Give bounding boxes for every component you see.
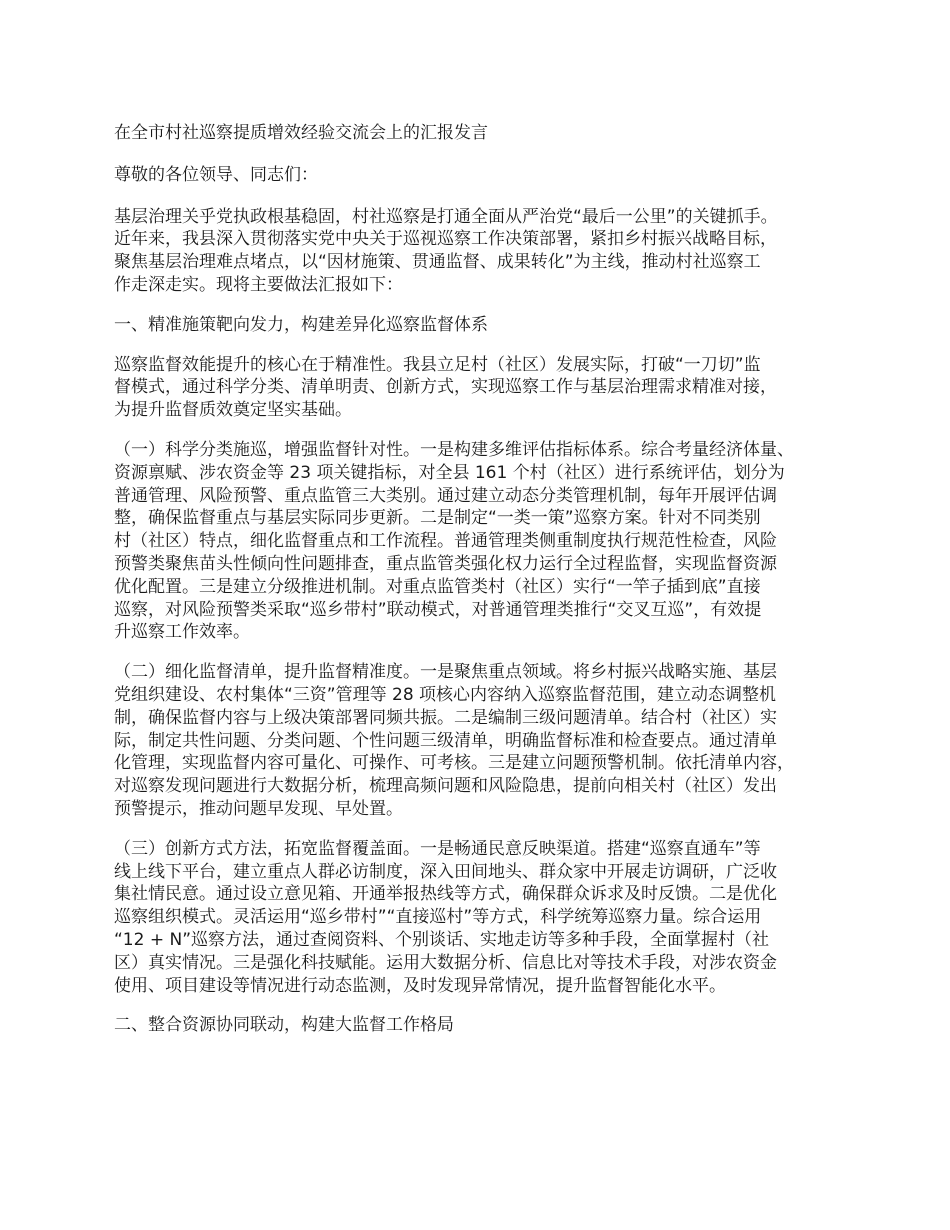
- paragraph: [114, 206, 860, 297]
- text-line: 化管理，实现监督内容可量化、可操作、可考核。三是建立问题预警机制。依托清单内容，: [114, 753, 794, 774]
- text-line: （一）科学分类施巡，增强监督针对性。一是构建多维评估指标体系。综合考量经济体量、: [114, 439, 794, 460]
- document-page: [114, 122, 860, 1054]
- text-line: 使用、项目建设等情况进行动态监测，及时发现异常情况，提升监督智能化水平。: [114, 975, 726, 996]
- text-line: 资源禀赋、涉农资金等 23 项关键指标，对全县 161 个村（社区）进行系统评估，划分为: [114, 462, 785, 483]
- text-line: 巡察监督效能提升的核心在于精准性。我县立足村（社区）发展实际，打破“一刀切”监: [114, 354, 761, 375]
- document-body: [114, 206, 860, 1038]
- text-line: 作走深走实。现将主要做法汇报如下：: [114, 274, 403, 295]
- text-line: 巡察组织模式。灵活运用“巡乡带村”“直接巡村”等方式，科学统筹巡察力量。综合运用: [114, 907, 762, 928]
- text-line: 基层治理关乎党执政根基稳固，村社巡察是打通全面从严治党“最后一公里”的关键抓手。: [114, 206, 778, 227]
- text-line: 党组织建设、农村集体“三资”管理等 28 项核心内容纳入巡察监督范围，建立动态调整机: [114, 684, 777, 705]
- text-line: 村（社区）特点，细化监督重点和工作流程。普通管理类侧重制度执行规范性检查，风险: [114, 531, 777, 552]
- text-line: 整，确保监督重点与基层实际同步更新。二是制定“一类一策”巡察方案。针对不同类别: [114, 508, 761, 529]
- text-line: 巡察，对风险预警类采取“巡乡带村”联动模式，对普通管理类推行“交叉互巡”，有效提: [114, 599, 762, 620]
- paragraph: [114, 354, 860, 422]
- text-line: 升巡察工作效率。: [114, 622, 250, 643]
- text-line: 预警提示，推动问题早发现、早处置。: [114, 798, 403, 819]
- text-line: 际，制定共性问题、分类问题、个性问题三级清单，明确监督标准和检查要点。通过清单: [114, 730, 777, 751]
- section-heading: [114, 314, 860, 337]
- text-line: 聚焦基层治理难点堵点，以“因材施策、贯通监督、成果转化”为主线，推动村社巡察工: [114, 252, 761, 273]
- text-line: 近年来，我县深入贯彻落实党中央关于巡视巡察工作决策部署，紧扣乡村振兴战略目标，: [114, 229, 777, 250]
- paragraph: [114, 838, 860, 998]
- text-line: 制，确保监督内容与上级决策部署同频共振。二是编制三级问题清单。结合村（社区）实: [114, 707, 777, 728]
- text-line: （三）创新方式方法，拓宽监督覆盖面。一是畅通民意反映渠道。搭建“巡察直通车”等: [114, 838, 761, 859]
- text-line: 普通管理、风险预警、重点监管三大类别。通过建立动态分类管理机制，每年开展评估调: [114, 485, 777, 506]
- text-line: 对巡察发现问题进行大数据分析，梳理高频问题和风险隐患，提前向相关村（社区）发出: [114, 776, 777, 797]
- text-line: 线上线下平台，建立重点人群必访制度，深入田间地头、群众家中开展走访调研，广泛收: [114, 861, 777, 882]
- greeting: 尊敬的各位领导、同志们：: [114, 164, 318, 185]
- document-title: 在全市村社巡察提质增效经验交流会上的汇报发言: [114, 123, 488, 143]
- paragraph: [114, 439, 860, 644]
- section-heading: [114, 1014, 860, 1037]
- text-line: 督模式，通过科学分类、清单明责、创新方式，实现巡察工作与基层治理需求精准对接，: [114, 377, 777, 398]
- text-line: 区）真实情况。三是强化科技赋能。运用大数据分析、信息比对等技术手段，对涉农资金: [114, 952, 777, 973]
- text-line: 一、精准施策靶向发力，构建差异化巡察监督体系: [114, 314, 488, 335]
- text-line: 预警类聚焦苗头性倾向性问题排查，重点监管类强化权力运行全过程监督，实现监督资源: [114, 553, 777, 574]
- text-line: “12 + N”巡察方法，通过查阅资料、个别谈话、实地走访等多种手段，全面掌握村（社: [114, 929, 770, 950]
- paragraph: [114, 661, 860, 821]
- text-line: 二、整合资源协同联动，构建大监督工作格局: [114, 1015, 454, 1036]
- text-line: 优化配置。三是建立分级推进机制。对重点监管类村（社区）实行“一竿子插到底”直接: [114, 576, 761, 597]
- text-line: （二）细化监督清单，提升监督精准度。一是聚焦重点领域。将乡村振兴战略实施、基层: [114, 662, 777, 683]
- text-line: 为提升监督质效奠定坚实基础。: [114, 400, 352, 421]
- text-line: 集社情民意。通过设立意见箱、开通举报热线等方式，确保群众诉求及时反馈。二是优化: [114, 884, 777, 905]
